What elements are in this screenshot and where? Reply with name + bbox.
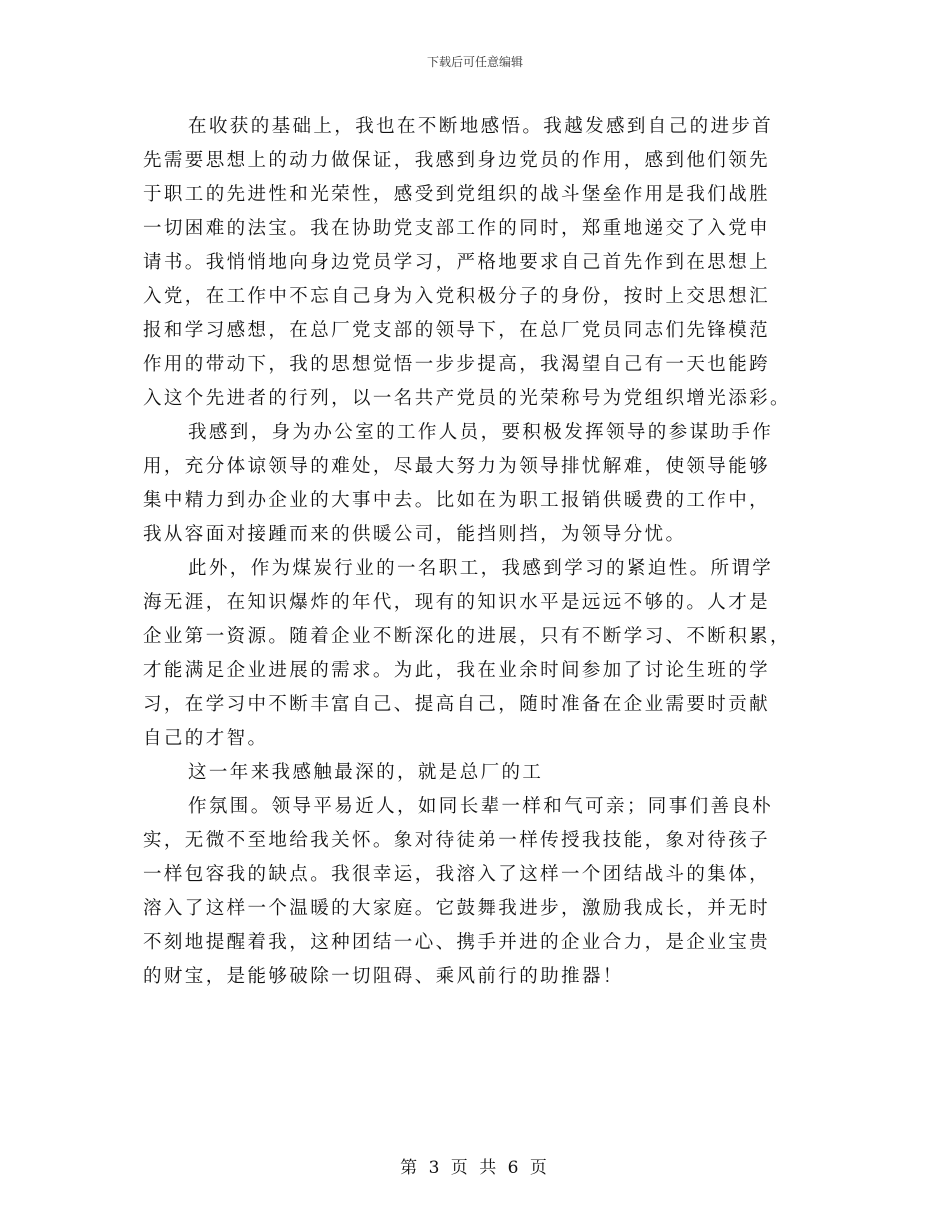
text-line: 企业第一资源。随着企业不断深化的进展，只有不断学习、不断积累，: [143, 626, 791, 647]
text-line: 我从容面对接踵而来的供暖公司，能挡则挡，为领导分忧。: [143, 524, 687, 545]
text-line: 先需要思想上的动力做保证，我感到身边党员的作用，感到他们领先: [143, 150, 771, 171]
text-line: 自己的才智。: [143, 728, 269, 749]
text-line: 溶入了这样一个温暖的大家庭。它鼓舞我进步，激励我成长，并无时: [143, 898, 771, 919]
text-line: 海无涯，在知识爆炸的年代，现有的知识水平是远远不够的。人才是: [143, 592, 771, 613]
text-line: 报和学习感想，在总厂党支部的领导下，在总厂党员同志们先锋模范: [143, 320, 771, 341]
text-line: 在收获的基础上，我也在不断地感悟。我越发感到自己的进步首: [188, 116, 774, 137]
text-line: 不刻地提醒着我，这种团结一心、携手并进的企业合力，是企业宝贵: [143, 932, 771, 953]
text-line: 一样包容我的缺点。我很幸运，我溶入了这样一个团结战斗的集体，: [143, 864, 771, 885]
page-number: 第 3 页 共 6 页: [400, 1158, 550, 1178]
text-line: 一切困难的法宝。我在协助党支部工作的同时，郑重地递交了入党申: [143, 218, 771, 239]
text-line: 的财宝，是能够破除一切阻碍、乘风前行的助推器！: [143, 966, 624, 987]
text-line: 用，充分体谅领导的难处，尽最大努力为领导排忧解难，使领导能够: [143, 456, 771, 477]
text-line: 实，无微不至地给我关怀。象对待徒弟一样传授我技能，象对待孩子: [143, 830, 771, 851]
text-line: 入这个先进者的行列，以一名共产党员的光荣称号为党组织增光添彩。: [143, 388, 791, 409]
text-line: 于职工的先进性和光荣性，感受到党组织的战斗堡垒作用是我们战胜: [143, 184, 771, 205]
text-line: 这一年来我感触最深的，就是总厂的工: [188, 762, 544, 783]
text-line: 才能满足企业进展的需求。为此，我在业余时间参加了讨论生班的学: [143, 660, 771, 681]
text-line: 我感到，身为办公室的工作人员，要积极发挥领导的参谋助手作: [188, 422, 774, 443]
text-line: 请书。我悄悄地向身边党员学习，严格地要求自己首先作到在思想上: [143, 252, 771, 273]
text-line: 作用的带动下，我的思想觉悟一步步提高，我渴望自己有一天也能跨: [143, 354, 771, 375]
text-line: 集中精力到办企业的大事中去。比如在为职工报销供暖费的工作中，: [143, 490, 771, 511]
page-header: 下载后可任意编辑: [426, 55, 523, 69]
document-body: [143, 110, 808, 994]
text-line: 作氛围。领导平易近人，如同长辈一样和气可亲；同事们善良朴: [188, 796, 774, 817]
text-line: 习，在学习中不断丰富自己、提高自己，随时准备在企业需要时贡献: [143, 694, 771, 715]
text-line: 入党，在工作中不忘自己身为入党积极分子的身份，按时上交思想汇: [143, 286, 771, 307]
text-line: 此外，作为煤炭行业的一名职工，我感到学习的紧迫性。所谓学: [188, 558, 774, 579]
